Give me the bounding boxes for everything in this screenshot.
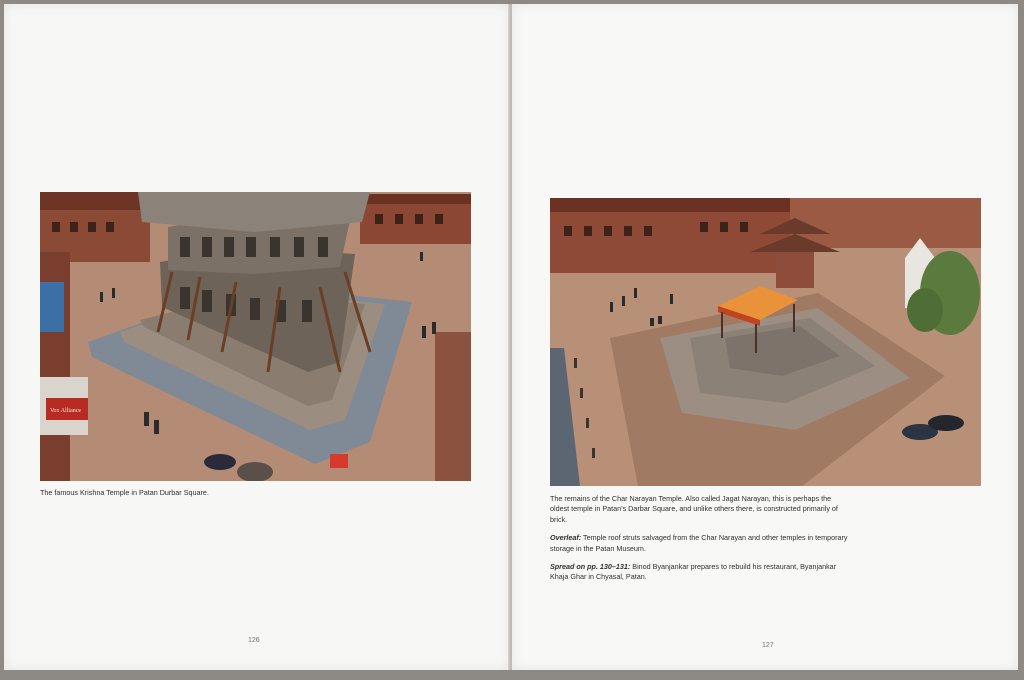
page-number: 127 bbox=[762, 642, 774, 649]
caption-spread bbox=[550, 562, 850, 583]
krishna-temple-photo bbox=[40, 192, 471, 481]
right-page bbox=[512, 4, 1018, 670]
spread-text: Binod Byanjankar prepares to rebuild his restaurant, Byanjankar Khaja Ghar in Chyasal, Patan. bbox=[550, 562, 837, 582]
photo-caption: The famous Krishna Temple in Patan Durbar Square. bbox=[40, 488, 209, 497]
shop-sign-text: Vox Alliance bbox=[50, 408, 82, 414]
left-page bbox=[4, 4, 510, 670]
book-spread bbox=[4, 4, 1018, 670]
caption-overleaf bbox=[550, 533, 850, 554]
spread-label: Spread on pp. 130–131: bbox=[550, 562, 631, 572]
page-number: 126 bbox=[248, 637, 260, 644]
char-narayan-temple-photo bbox=[550, 198, 981, 486]
overleaf-label: Overleaf: bbox=[550, 533, 582, 543]
overleaf-text: Temple roof struts salvaged from the Char Narayan and other temples in temporary storage in the Patan Museum. bbox=[550, 533, 848, 553]
photo-caption bbox=[550, 494, 850, 591]
caption-main: The remains of the Char Narayan Temple. Also called Jagat Narayan, this is perhaps the oldest temple in Patan’s Darbar Square, and unlike others there, is constructed primarily of brick. bbox=[550, 494, 838, 524]
